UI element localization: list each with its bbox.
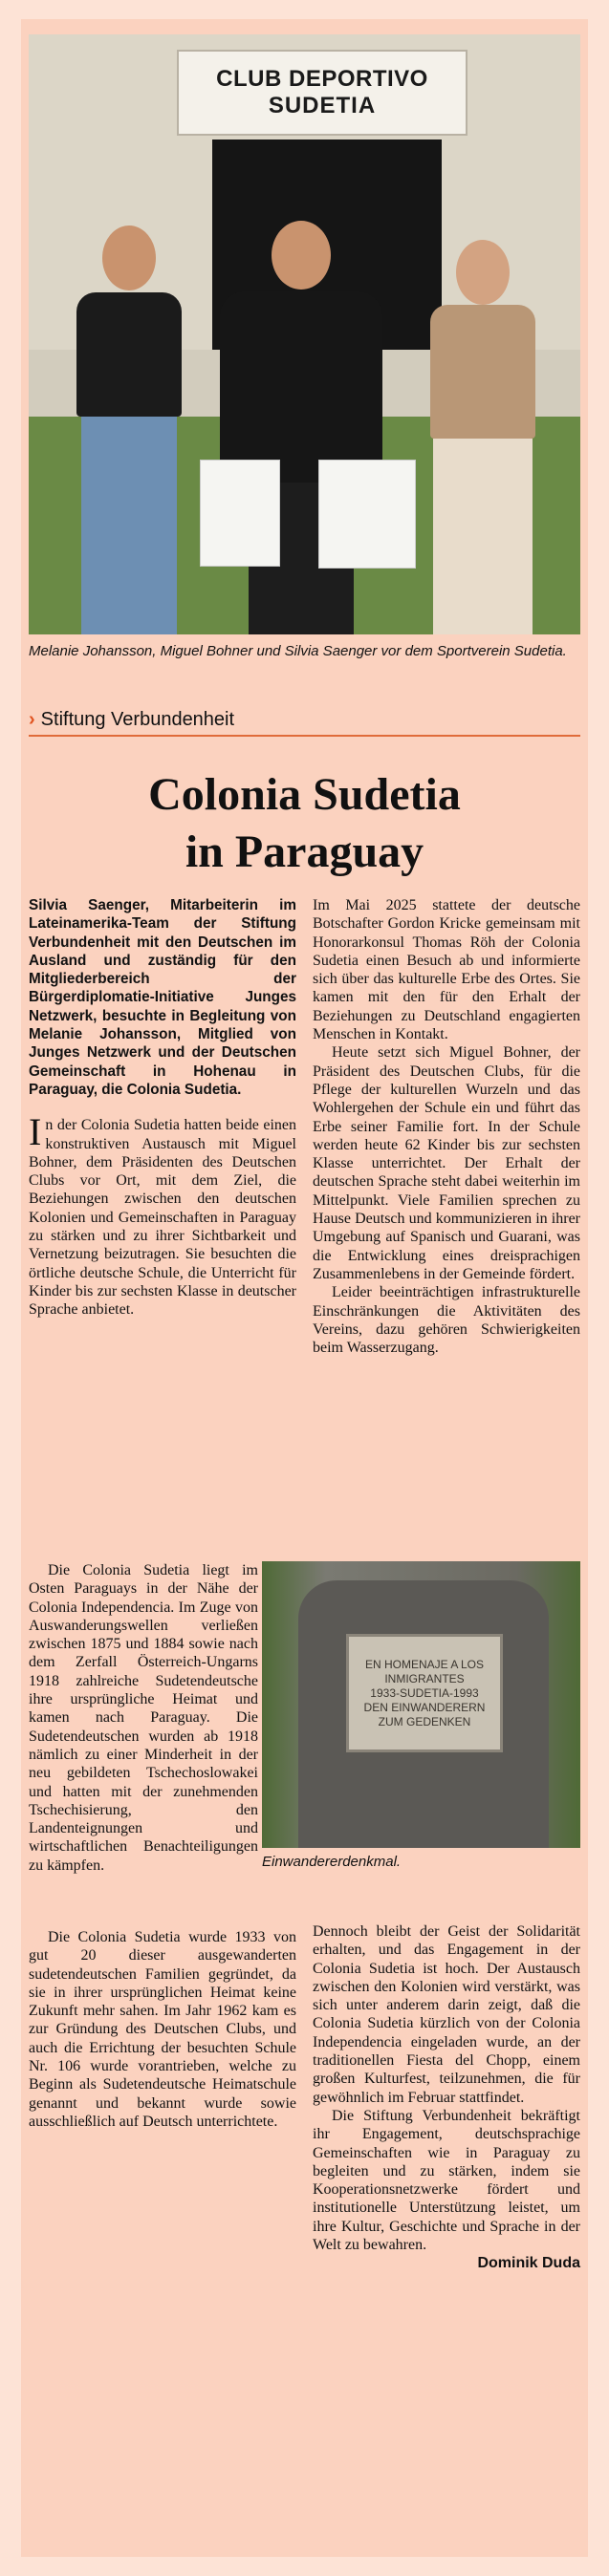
plaque-line-3: 1933-SUDETIA-1993 — [370, 1685, 479, 1700]
monument-plaque — [346, 1634, 503, 1752]
column-left-middle — [29, 1561, 258, 1875]
gift-bag-left — [200, 460, 280, 567]
article-headline — [21, 766, 588, 881]
monument-photo — [262, 1561, 580, 1848]
plaque-line-4: DEN EINWANDERERN — [363, 1700, 486, 1714]
paragraph-2: Die Colonia Sudetia liegt im Osten Paraguays in der Nähe der Colonia Independencia. Im Zuge von Auswanderungswellen verließen zwischen 1875 und 1884 sowie nach dem Zerfall Österreich-Ungarns 1918 zahlreiche Sudetendeutsche ihre ursprüngliche Heimat und kamen nach Paraguay. Die Sudetendeutschen wurden ab 1918 nämlich zu einer Minderheit in der neu gebildeten Tschechoslowakei und hatten mit der zunehmenden Tschechisierung, den Landenteignungen und wirtschaftlichen Benachteiligungen zu kämpfen. — [29, 1562, 258, 1874]
club-sign-line2: SUDETIA — [268, 93, 377, 118]
rubric-label: Stiftung Verbundenheit — [40, 709, 235, 730]
plaque-line-1: EN HOMENAJE A LOS — [364, 1657, 485, 1671]
paragraph-6: Leider beeinträchtigen infrastrukturelle Einschränkungen die Aktivitäten des Vereins, dazu gehören Schwierigkeiten beim Wasserzugang. — [313, 1284, 580, 1357]
person-left-jeans — [81, 417, 177, 634]
article-lead: Silvia Saenger, Mitarbeiterin im Lateinamerika-Team der Stiftung Verbundenheit mit den Deutschen im Ausland und zuständig für den Mitgliederbereich der Bürgerdiplomatie-Initiative Junges Netzwerk, besuchte in Begleitung von Melanie Johansson, Mitglied von Junges Netzwerk und der Deutschen Gemeinschaft in Hohenau in Paraguay, die Colonia Sudetia. — [29, 897, 296, 1098]
club-sign-line1: CLUB DEPORTIVO — [216, 66, 428, 92]
person-right-trousers — [433, 439, 533, 634]
article-page — [21, 19, 588, 2557]
photo-caption: Melanie Johansson, Miguel Bohner und Silvia Saenger vor dem Sportverein Sudetia. — [29, 643, 567, 659]
gift-bag-right — [318, 460, 416, 569]
monument-caption: Einwandererdenkmal. — [262, 1854, 402, 1870]
paragraph-4: Im Mai 2025 stattete der deutsche Botschafter Gordon Kricke gemeinsam mit Honorarkonsul Thomas Röh der Colonia Sudetia einen Besuch ab und informierte sich über das kulturelle Erbe des Ortes. Sie kamen mit den für den Erhalt der Beziehungen zu Deutschland engagierten Menschen in Kontakt. — [313, 897, 580, 1043]
person-right-head — [456, 240, 510, 305]
paragraph-7: Dennoch bleibt der Geist der Solidarität erhalten, und das Engagement in der Colonia Sudetia ist hoch. Der Austausch zwischen den Kolonien wird verstärkt, was sich unter anderem darin zeigt, daß die Colonia Sudetia kürzlich von der Colonia Independencia eingeladen wurde, an der traditionellen Fiesta del Chopp, einem großen Kulturfest, teilzunehmen, die für gewöhnlich im Februar stattfindet. — [313, 1923, 580, 2106]
author-name: Dominik Duda — [477, 2255, 580, 2272]
paragraph-1-text: n der Colonia Sudetia hatten beide einen konstruktiven Austausch mit Miguel Bohner, dem Präsidenten des Deutschen Clubs vor Ort, mit dem Ziel, die Beziehungen zwischen den deutschen Kolonien und Gemeinschaften in Paraguay zu stärken und zu ihrer Sichtbarkeit und Vernetzung beizutragen. Sie besuchten die örtliche deutsche Schule, die Unterricht für Kinder bis zur sechsten Klasse in deutscher Sprache anbietet. — [29, 1117, 296, 1319]
dropcap: I — [29, 1110, 42, 1154]
person-left — [62, 225, 196, 634]
plaque-line-2: INMIGRANTES — [384, 1671, 465, 1685]
paragraph-1 — [29, 1110, 296, 1319]
column-left-bottom — [29, 1928, 296, 2131]
column-right-bottom — [313, 1922, 580, 2273]
paragraph-3: Die Colonia Sudetia wurde 1933 von gut 20 dieser ausgewanderten sudetendeutschen Familien gegründet, da sie in ihrer ursprünglichen Heimat keine Zukunft mehr sahen. Im Jahr 1962 kam es zur Gründung des Deutschen Clubs, und auch die Errichtung der besuchten Schule Nr. 106 wurde vorantrieben, welche zu Beginn als Sudetendeutsche Heimatschule genannt und bekannt wurde sowie ausschließlich auf Deutsch unterrichtete. — [29, 1929, 296, 2130]
section-rubric — [29, 709, 580, 737]
column-left-top — [29, 896, 296, 1320]
person-right — [416, 240, 550, 634]
person-left-shirt — [76, 292, 182, 417]
paragraph-8: Die Stiftung Verbundenheit bekräftigt ihr Engagement, deutschsprachige Gemeinschaften wie in Paraguay zu begleiten und zu stärken, indem sie Kooperationsnetzwerke fördert und institutionelle Unterstützung leistet, um ihre Kultur, Geschichte und Sprache in der Welt zu bewahren. — [313, 2107, 580, 2254]
headline-line1: Colonia Sudetia — [148, 769, 461, 820]
person-left-head — [102, 225, 156, 290]
plaque-line-5: ZUM GEDENKEN — [378, 1714, 471, 1728]
club-sign — [177, 50, 468, 136]
paragraph-5: Heute setzt sich Miguel Bohner, der Präsident des Deutschen Clubs, für die Pflege der kulturellen Wurzeln und das Wohlergehen der Schule ein und führt das Erbe seiner Familie fort. In der Schule werden heute 62 Kinder bis zur sechsten Klasse unterrichtet. Der Erhalt der deutschen Sprache steht dabei weiterhin im Mittelpunkt. Viele Familien sprechen zu Hause Deutsch und kommunizieren in ihrer Umgebung auf Spanisch und Guarani, was die Entwicklung eines dreisprachigen Zusammenlebens in der Gemeinde fördert. — [313, 1044, 580, 1282]
club-photo — [29, 34, 580, 634]
chevron-right-icon: › — [29, 709, 35, 730]
person-middle-head — [272, 221, 331, 290]
column-right-top — [313, 896, 580, 1357]
headline-line2: in Paraguay — [185, 826, 424, 877]
person-middle — [206, 221, 397, 634]
person-right-vest — [430, 305, 535, 439]
person-middle-shirt — [220, 291, 382, 483]
